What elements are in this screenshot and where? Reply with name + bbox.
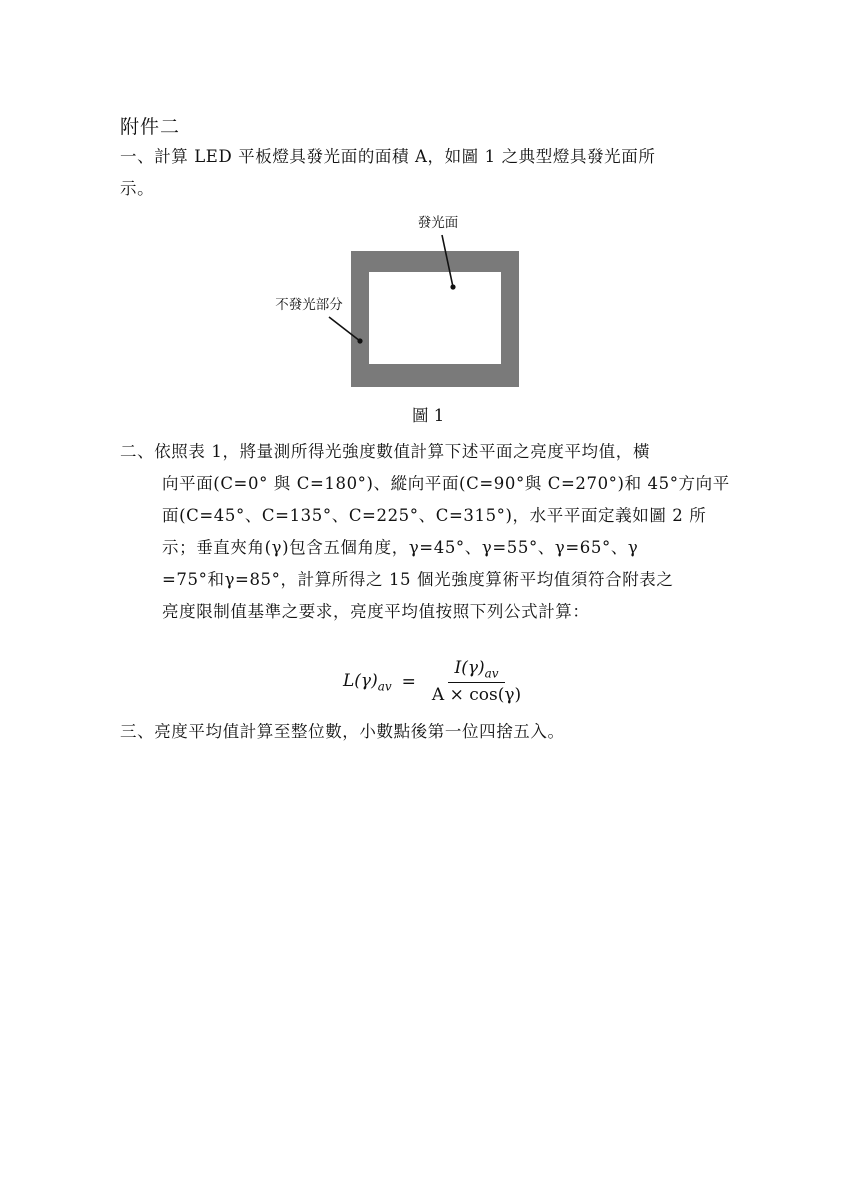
figure-caption: 圖 1	[412, 406, 445, 425]
emitting-surface	[369, 272, 501, 364]
formula-equals: =	[401, 671, 416, 692]
section-1-text	[120, 141, 655, 205]
luminaire-diagram-svg	[255, 205, 555, 405]
section-2-line-4: 示；垂直夾角(γ)包含五個角度，γ=45°、γ=55°、γ=65°、γ	[162, 538, 639, 557]
leader-dot-emitting	[450, 284, 455, 289]
section-2-text	[120, 436, 730, 628]
section-2-line-3: 面(C=45°、C=135°、C=225°、C=315°)，水平平面定義如圖 2 所	[162, 506, 707, 525]
formula-denominator: A × cos(γ)	[431, 685, 522, 706]
section-2-line-2: 向平面(C=0° 與 C=180°)、縱向平面(C=90°與 C=270°)和 45°方向平	[162, 474, 730, 493]
attachment-heading: 附件二	[120, 116, 181, 138]
formula-lhs: $L(\gamma)_{av}$	[343, 670, 392, 693]
section-1-line-1: 一、計算 LED 平板燈具發光面的面積 A，如圖 1 之典型燈具發光面所	[120, 147, 656, 166]
section-2-line-1: 二、依照表 1，將量測所得光強度數值計算下述平面之亮度平均值，橫	[120, 442, 650, 461]
section-2-line-5: =75°和γ=85°，計算所得之 15 個光強度算術平均值須符合附表之	[162, 570, 674, 589]
label-non-emitting: 不發光部分	[275, 297, 343, 313]
label-emitting-surface: 發光面	[417, 215, 459, 231]
section-1-line-2: 示。	[120, 179, 155, 198]
section-3-text: 三、亮度平均值計算至整位數，小數點後第一位四捨五入。	[120, 722, 565, 741]
section-2-line-6: 亮度限制值基準之要求，亮度平均值按照下列公式計算：	[162, 602, 590, 621]
leader-dot-non-emitting	[357, 338, 362, 343]
luminaire-diagram	[255, 205, 555, 405]
luminance-formula	[343, 658, 527, 705]
formula-numerator: $I(\gamma)_{av}$	[448, 658, 504, 683]
formula-fraction	[426, 658, 527, 705]
